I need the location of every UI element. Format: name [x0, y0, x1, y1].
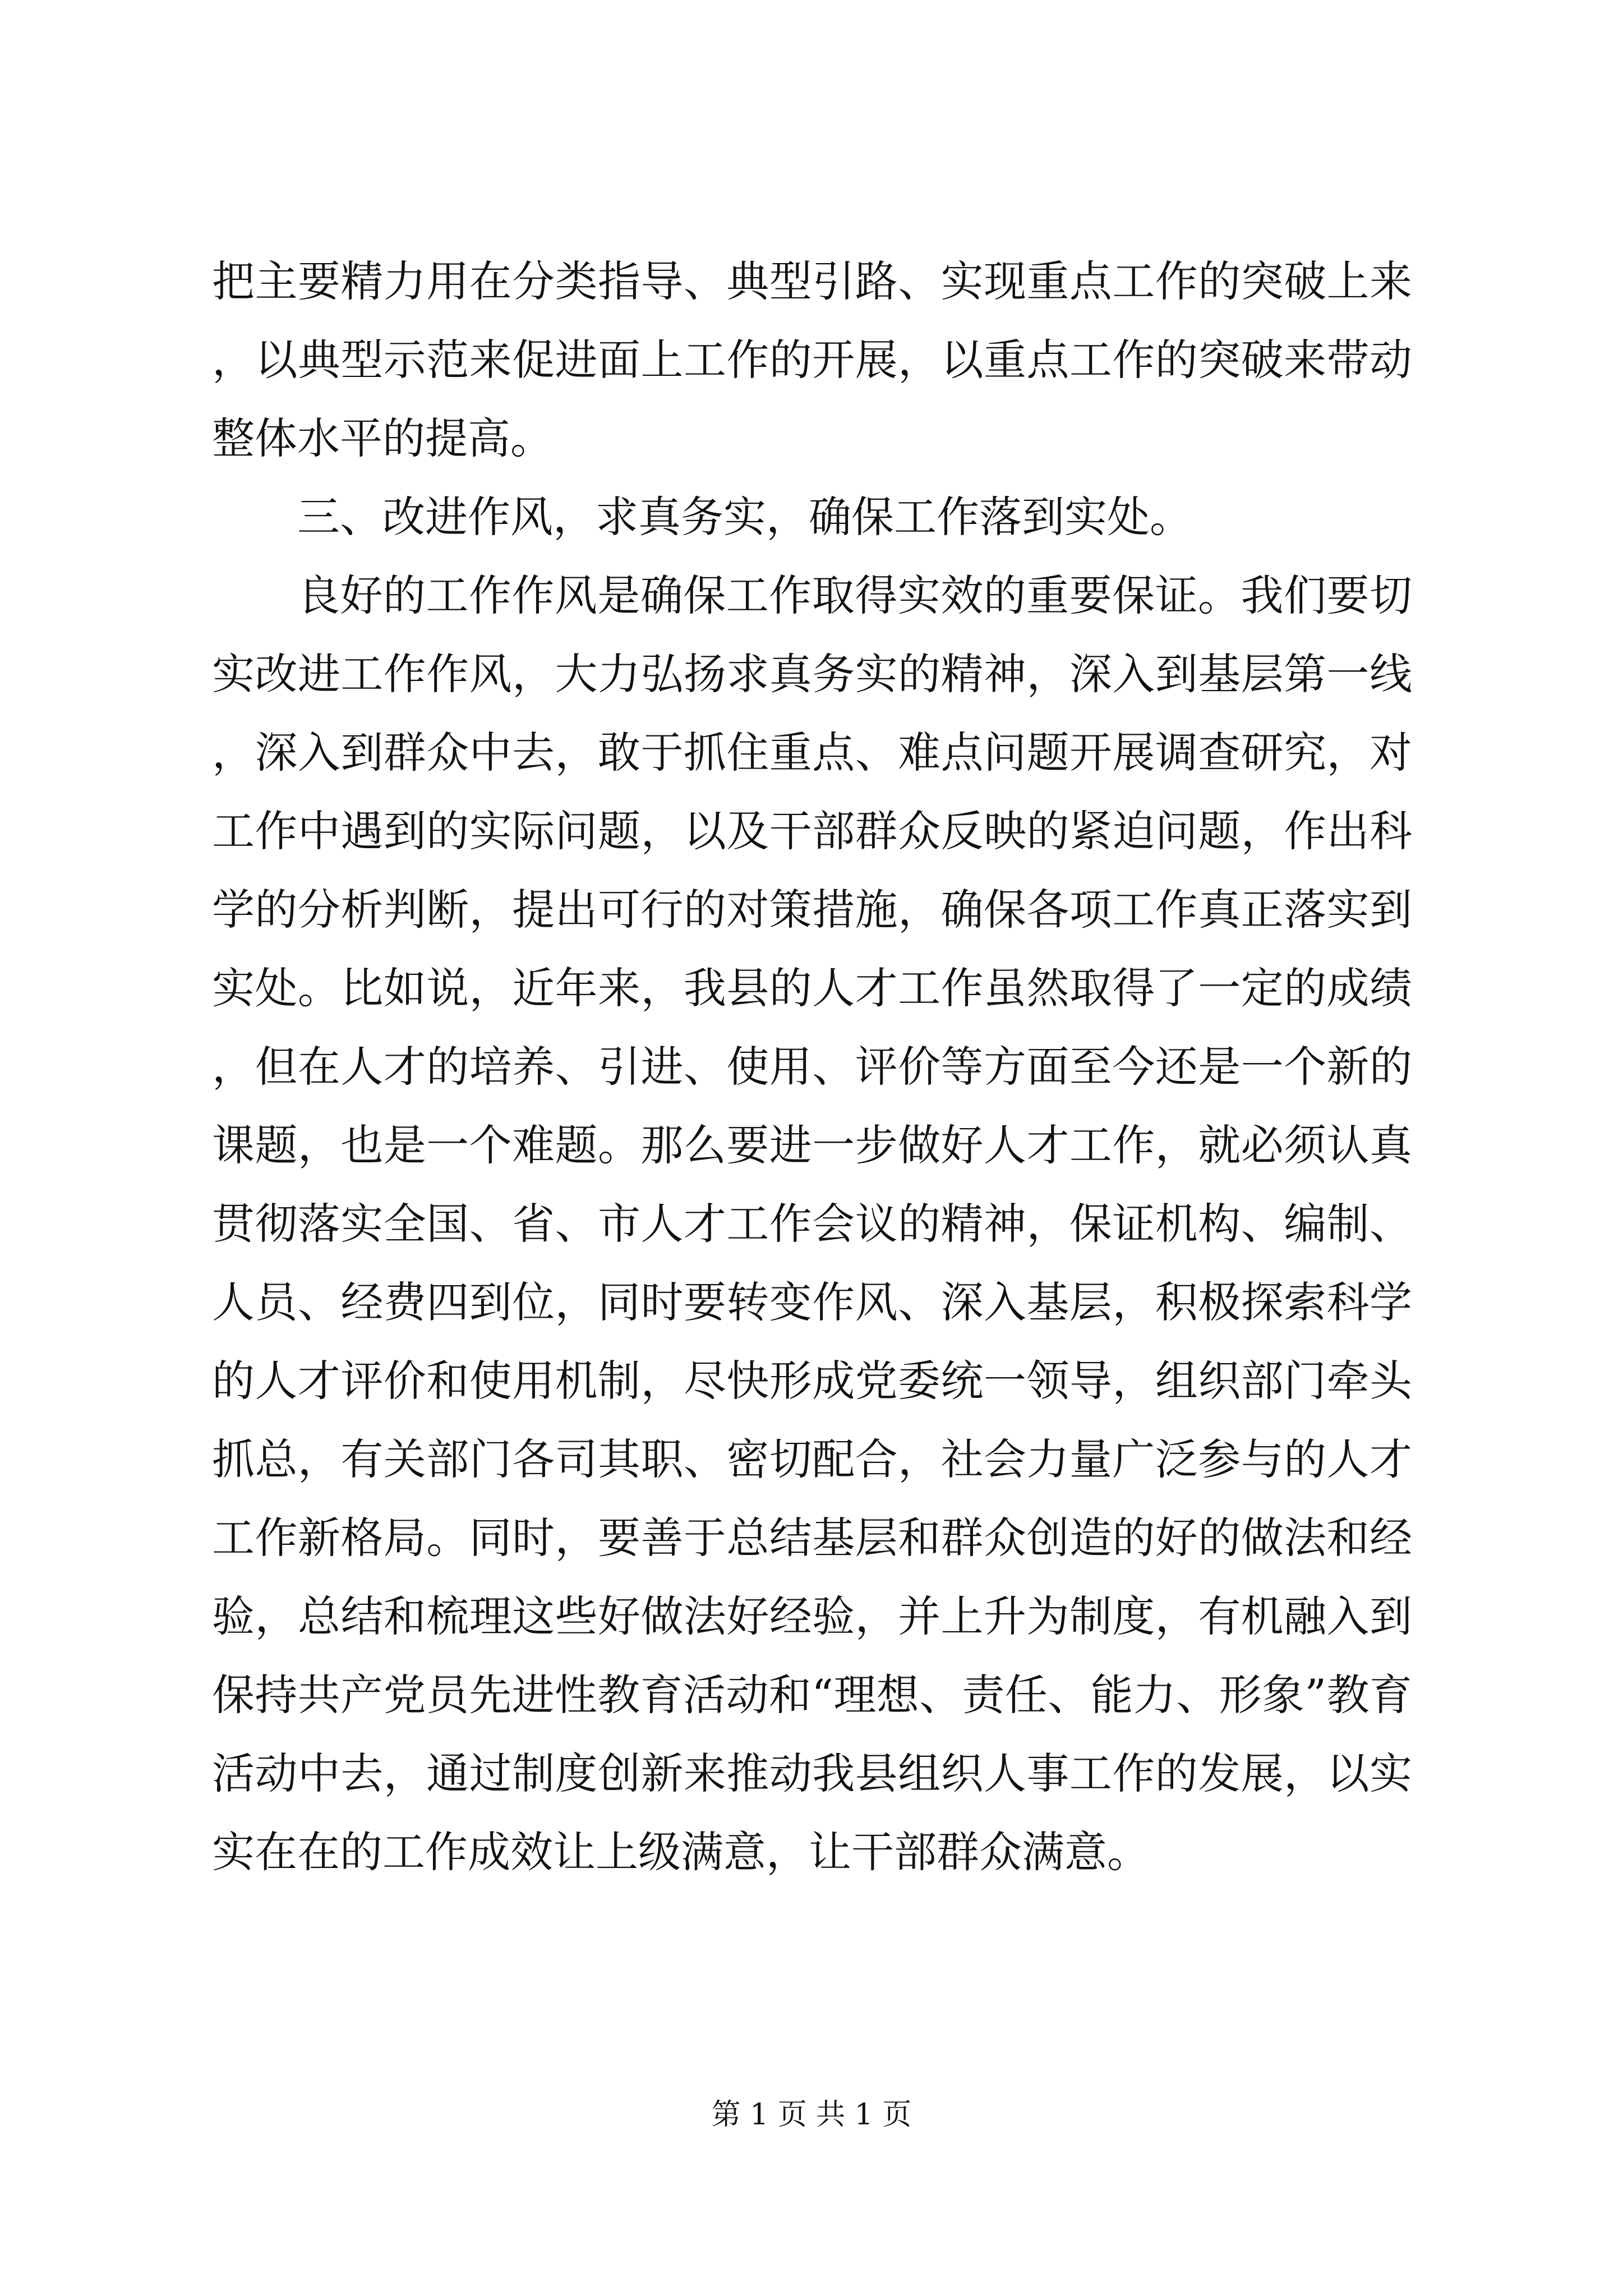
paragraph-work-style: 良好的工作作风是确保工作取得实效的重要保证。我们要切实改进工作作风，大力弘扬求真务实的精神，深入到基层第一线，深入到群众中去，敢于抓住重点、难点问题开展调查研究，对工作中遇到的实际问题，以及干部群众反映的紧迫问题，作出科学的分析判断，提出可行的对策措施，确保各项工作真正落实到实处。比如说，近年来，我县的人才工作虽然取得了一定的成绩，但在人才的培养、引进、使用、评价等方面至今还是一个新的课题，也是一个难题。那么要进一步做好人才工作，就必须认真贯彻落实全国、省、市人才工作会议的精神，保证机构、编制、人员、经费四到位，同时要转变作风、深入基层，积极探索科学的人才评价和使用机制，尽快形成党委统一领导，组织部门牵头抓总，有关部门各司其职、密切配合，社会力量广泛参与的人才工作新格局。同时，要善于总结基层和群众创造的好的做法和经验，总结和梳理这些好做法好经验，并上升为制度，有机融入到保持共产党员先进性教育活动和“理想、责任、能力、形象”教育活动中去，通过制度创新来推动我县组织人事工作的发展，以实实在在的工作成效让上级满意，让干部群众满意。 [212, 570, 1412, 1877]
page-footer: 第 1 页 共 1 页 [711, 2098, 912, 2132]
document-body [212, 242, 1412, 1892]
paragraph-continuation: 把主要精力用在分类指导、典型引路、实现重点工作的突破上来，以典型示范来促进面上工作的开展，以重点工作的突破来带动整体水平的提高。 [212, 256, 1412, 463]
section-heading-3: 三、改进作风，求真务实，确保工作落到实处。 [297, 492, 1192, 542]
